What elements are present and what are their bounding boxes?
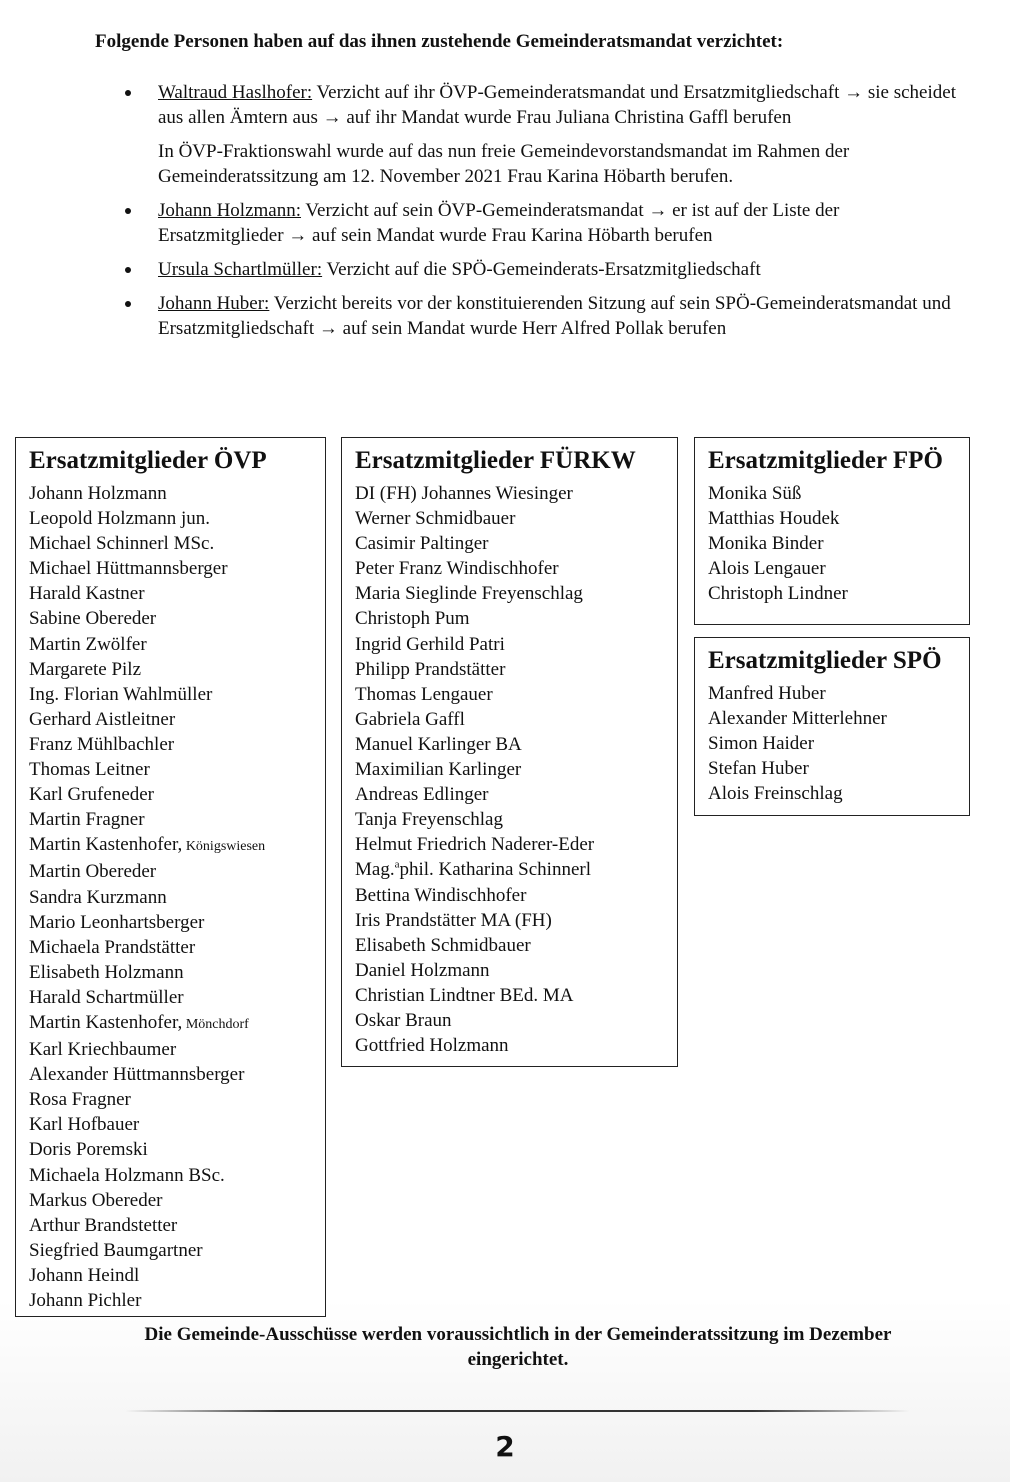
member-name-text: Michael Hüttmannsberger [29, 558, 228, 580]
member-name-text: Manuel Karlinger BA [355, 733, 522, 755]
member-name [355, 682, 665, 707]
resignation-note: In ÖVP-Fraktionswahl wurde auf das nun freie Gemeindevorstandsmandat im Rahmen der Gemeinderatssitzung am 12. November 2021 Frau Karina Höbarth berufen. [158, 141, 850, 187]
member-name [29, 1062, 313, 1087]
footer-divider [125, 1410, 910, 1412]
member-name [708, 556, 957, 581]
member-name-text: Martin Obereder [29, 861, 157, 883]
resignation-item [120, 291, 960, 341]
member-name-text: Bettina Windischhofer [355, 884, 527, 906]
member-name [355, 857, 665, 882]
member-name-text: Sandra Kurzmann [29, 886, 167, 908]
member-name [29, 531, 313, 556]
member-name-text: Siegfried Baumgartner [29, 1239, 203, 1261]
member-name-text: Karl Kriechbaumer [29, 1039, 177, 1061]
member-name-text: Sabine Obereder [29, 608, 157, 630]
member-name [29, 682, 313, 707]
member-name-text: Daniel Holzmann [355, 959, 490, 981]
member-name [29, 707, 313, 732]
member-name [29, 606, 313, 631]
member-name-text: Thomas Lengauer [355, 683, 493, 705]
member-name-text: Ing. Florian Wahlmüller [29, 683, 213, 705]
substitute-box-spoe [694, 637, 970, 816]
member-name [29, 632, 313, 657]
member-name [29, 1010, 313, 1037]
member-name [355, 707, 665, 732]
member-name-text: Ingrid Gerhild Patri [355, 633, 505, 655]
member-name-text: Simon Haider [708, 733, 815, 755]
member-name-text: Elisabeth Schmidbauer [355, 934, 531, 956]
substitute-box-fuerkw [341, 437, 678, 1067]
member-name-rest: phil. Katharina Schinnerl [399, 859, 591, 881]
member-name [355, 531, 665, 556]
member-name-text: Doris Poremski [29, 1139, 148, 1161]
member-list [708, 681, 957, 806]
member-name [355, 732, 665, 757]
member-name-text: Gabriela Gaffl [355, 708, 465, 730]
box-title: Ersatzmitglieder FÜRKW [355, 447, 636, 474]
member-name [355, 757, 665, 782]
bullet-dot-icon [125, 267, 131, 273]
member-name-text: Harald Schartmüller [29, 986, 184, 1008]
member-name [355, 556, 665, 581]
member-list [708, 481, 957, 606]
member-name-text: Michaela Prandstätter [29, 936, 196, 958]
member-name-text: Martin Zwölfer [29, 633, 147, 655]
substitute-box-fpoe [694, 437, 970, 625]
member-name-text: Arthur Brandstetter [29, 1214, 178, 1236]
member-name-text: Martin Kastenhofer, [29, 1011, 183, 1033]
member-name-text: Peter Franz Windischhofer [355, 558, 559, 580]
member-name [708, 481, 957, 506]
member-name [355, 832, 665, 857]
resigned-person-name: Johann Huber: [158, 293, 270, 314]
member-name [29, 807, 313, 832]
title-superscript: a [394, 859, 400, 872]
box-title: Ersatzmitglieder SPÖ [708, 647, 942, 674]
member-name-text: Martin Kastenhofer, [29, 834, 183, 856]
member-name [29, 985, 313, 1010]
member-name [29, 481, 313, 506]
member-name-text: Oskar Braun [355, 1009, 452, 1031]
member-name [29, 732, 313, 757]
member-name [355, 506, 665, 531]
resigned-person-name: Johann Holzmann: [158, 200, 302, 221]
member-name [29, 506, 313, 531]
member-name [29, 1213, 313, 1238]
resignation-text: Verzicht auf ihr ÖVP-Gemeinderatsmandat und Ersatzmitgliedschaft → sie scheidet aus allen Ämtern aus → auf ihr Mandat wurde Frau Juliana Christina Gaffl berufen [158, 82, 956, 128]
member-name [29, 832, 313, 859]
member-name [708, 706, 957, 731]
member-name [29, 782, 313, 807]
member-name [355, 807, 665, 832]
member-name-text: Matthias Houdek [708, 508, 840, 530]
member-name [29, 1112, 313, 1137]
member-name-text: Harald Kastner [29, 583, 145, 605]
member-name-text: Casimir Paltinger [355, 533, 489, 555]
substitute-box-oevp [15, 437, 326, 1317]
member-name [29, 757, 313, 782]
member-name [355, 1008, 665, 1033]
page-number: 2 [495, 1430, 515, 1463]
member-name-text: Franz Mühlbachler [29, 733, 175, 755]
member-name [355, 958, 665, 983]
box-title: Ersatzmitglieder FPÖ [708, 447, 943, 474]
member-name-text: Tanja Freyenschlag [355, 809, 503, 831]
member-name [708, 756, 957, 781]
member-name [355, 1033, 665, 1058]
member-name [29, 581, 313, 606]
member-name-text: Gottfried Holzmann [355, 1035, 509, 1057]
intro-heading: Folgende Personen haben auf das ihnen zustehende Gemeinderatsmandat verzichtet: [95, 31, 784, 52]
member-name-text: Alexander Mitterlehner [708, 708, 887, 730]
member-name-text: Johann Pichler [29, 1290, 142, 1311]
member-name [29, 859, 313, 884]
member-name [29, 1238, 313, 1263]
member-name [355, 581, 665, 606]
member-name-text: Leopold Holzmann jun. [29, 508, 210, 530]
resignation-item [120, 198, 960, 248]
member-name [708, 731, 957, 756]
bullet-dot-icon [125, 208, 131, 214]
closing-note: Die Gemeinde-Ausschüsse werden voraussichtlich in der Gemeinderatssitzung im Dezember eingerichtet. [144, 1324, 892, 1370]
member-name [708, 506, 957, 531]
member-name [355, 983, 665, 1008]
member-name [355, 606, 665, 631]
member-name-text: Maximilian Karlinger [355, 759, 522, 781]
member-name [355, 632, 665, 657]
member-name-text: Monika Binder [708, 533, 824, 555]
member-name-text: Michael Schinnerl MSc. [29, 533, 215, 555]
resignation-text: Verzicht bereits vor der konstituierenden Sitzung auf sein SPÖ-Gemeinderatsmandat und Ersatzmitgliedschaft → auf sein Mandat wurde Herr Alfred Pollak berufen [158, 293, 951, 339]
member-name [29, 1037, 313, 1062]
member-name [29, 556, 313, 581]
member-name [29, 960, 313, 985]
member-name [355, 883, 665, 908]
member-name-text: Elisabeth Holzmann [29, 961, 184, 983]
member-name-text: Markus Obereder [29, 1189, 163, 1211]
member-name-text: Stefan Huber [708, 758, 809, 780]
member-name-text: Margarete Pilz [29, 658, 142, 680]
resignation-list [120, 80, 960, 350]
member-name-text: Mag. [355, 859, 395, 881]
member-name-text: Mario Leonhartsberger [29, 911, 205, 933]
member-name-text: Martin Fragner [29, 809, 145, 831]
box-title: Ersatzmitglieder ÖVP [29, 447, 267, 474]
member-name-text: Christoph Lindner [708, 583, 848, 605]
member-name-text: Karl Grufeneder [29, 784, 155, 806]
member-name-text: Christoph Pum [355, 608, 470, 630]
member-name-text: Philipp Prandstätter [355, 658, 506, 680]
member-list [355, 481, 665, 1058]
member-name-text: Iris Prandstätter MA (FH) [355, 909, 552, 931]
member-name [355, 481, 665, 506]
member-name-text: Thomas Leitner [29, 759, 150, 781]
member-name-text: Maria Sieglinde Freyenschlag [355, 583, 583, 605]
member-name [29, 1263, 313, 1288]
member-name-text: Helmut Friedrich Naderer-Eder [355, 834, 595, 856]
member-name-text: Manfred Huber [708, 683, 826, 704]
member-name-text: Johann Heindl [29, 1264, 140, 1286]
member-list [29, 481, 313, 1313]
member-name [355, 782, 665, 807]
member-name-text: Andreas Edlinger [355, 784, 489, 806]
member-name-text: Gerhard Aistleitner [29, 708, 176, 730]
member-name [29, 1163, 313, 1188]
member-name [29, 1087, 313, 1112]
member-name-text: Johann Holzmann [29, 483, 167, 504]
member-name [29, 910, 313, 935]
member-name [355, 657, 665, 682]
resignation-item [120, 80, 960, 189]
member-name-text: Rosa Fragner [29, 1089, 131, 1111]
resignation-text: Verzicht auf sein ÖVP-Gemeinderatsmandat → er ist auf der Liste der Ersatzmitglieder → auf sein Mandat wurde Frau Karina Höbarth berufen [158, 200, 840, 246]
member-name-text: Alois Freinschlag [708, 783, 843, 805]
member-name [29, 1188, 313, 1213]
member-name [355, 908, 665, 933]
resigned-person-name: Ursula Schartlmüller: [158, 259, 323, 280]
member-name [29, 885, 313, 910]
member-name [708, 531, 957, 556]
member-name [29, 657, 313, 682]
member-name [29, 935, 313, 960]
member-name-text: Alexander Hüttmannsberger [29, 1064, 245, 1086]
resignation-item [120, 257, 960, 282]
resignation-text: Verzicht auf die SPÖ-Gemeinderats-Ersatzmitgliedschaft [322, 259, 761, 280]
member-name-text: Karl Hofbauer [29, 1114, 140, 1136]
bullet-dot-icon [125, 301, 131, 307]
member-name-text: Michaela Holzmann BSc. [29, 1164, 225, 1186]
resigned-person-name: Waltraud Haslhofer: [158, 82, 313, 103]
member-name-text: Werner Schmidbauer [355, 508, 516, 530]
member-name [29, 1288, 313, 1313]
member-name [355, 933, 665, 958]
member-name [29, 1137, 313, 1162]
member-name [708, 681, 957, 706]
member-name-text: Monika Süß [708, 483, 802, 504]
bullet-dot-icon [125, 90, 131, 96]
member-name-text: Alois Lengauer [708, 558, 826, 580]
member-name [708, 581, 957, 606]
member-place: Königswiesen [182, 839, 266, 855]
member-name-text: Christian Lindtner BEd. MA [355, 984, 574, 1006]
member-name-text: DI (FH) Johannes Wiesinger [355, 483, 573, 504]
member-place: Mönchdorf [182, 1016, 249, 1032]
member-name [708, 781, 957, 806]
